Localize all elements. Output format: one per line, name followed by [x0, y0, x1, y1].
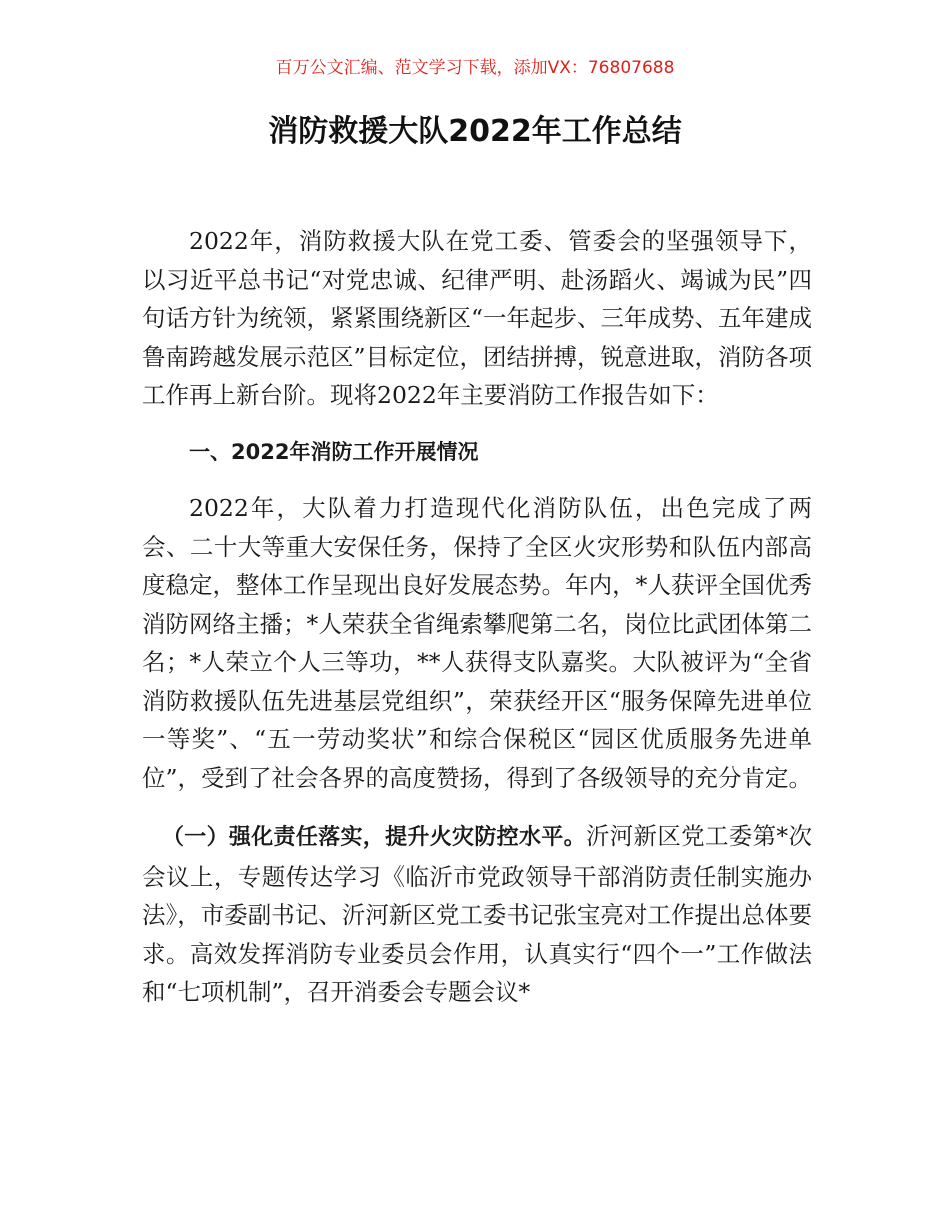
- section-heading: 一、2022年消防工作开展情况: [189, 439, 479, 464]
- intro-paragraph: 2022年，消防救援大队在党工委、管委会的坚强领导下，以习近平总书记“对党忠诚、纪律严明、赴汤蹈火、竭诚为民”四句话方针为统领，紧紧围绕新区“一年起步、三年成势、五年建成鲁南跨越发展示范区”目标定位，团结拼搏，锐意进取，消防各项工作再上新台阶。现将2022年主要消防工作报告如下：: [142, 227, 813, 409]
- subsection-body: 沂河新区党工委第*次会议上，专题传达学习《临沂市党政领导干部消防责任制实施办法》，市委副书记、沂河新区党工委书记张宝亮对工作提出总体要求。高效发挥消防专业委员会作用，认真实行“四个一”工作做法和“七项机制”，召开消委会专题会议*: [142, 822, 812, 1006]
- document-title: 消防救援大队2022年工作总结: [268, 114, 682, 149]
- document-body: [142, 222, 812, 1012]
- subsection-paragraph: [142, 817, 812, 1012]
- subsection-lead: （一）强化责任落实，提升火灾防控水平。: [162, 825, 586, 850]
- promo-banner: 百万公文汇编、范文学习下载，添加VX：76807688: [275, 58, 675, 78]
- section-paragraph: 2022年，大队着力打造现代化消防队伍，出色完成了两会、二十大等重大安保任务，保持了全区火灾形势和队伍内部高度稳定，整体工作呈现出良好发展态势。年内，*人获评全国优秀消防网络主播；*人荣获全省绳索攀爬第二名，岗位比武团体第二名；*人荣立个人三等功，**人获得支队嘉奖。大队被评为“全省消防救援队伍先进基层党组织”，荣获经开区“服务保障先进单位一等奖”、“五一劳动奖状”和综合保税区“园区优质服务先进单位”，受到了社会各界的高度赞扬，得到了各级领导的充分肯定。: [142, 494, 813, 792]
